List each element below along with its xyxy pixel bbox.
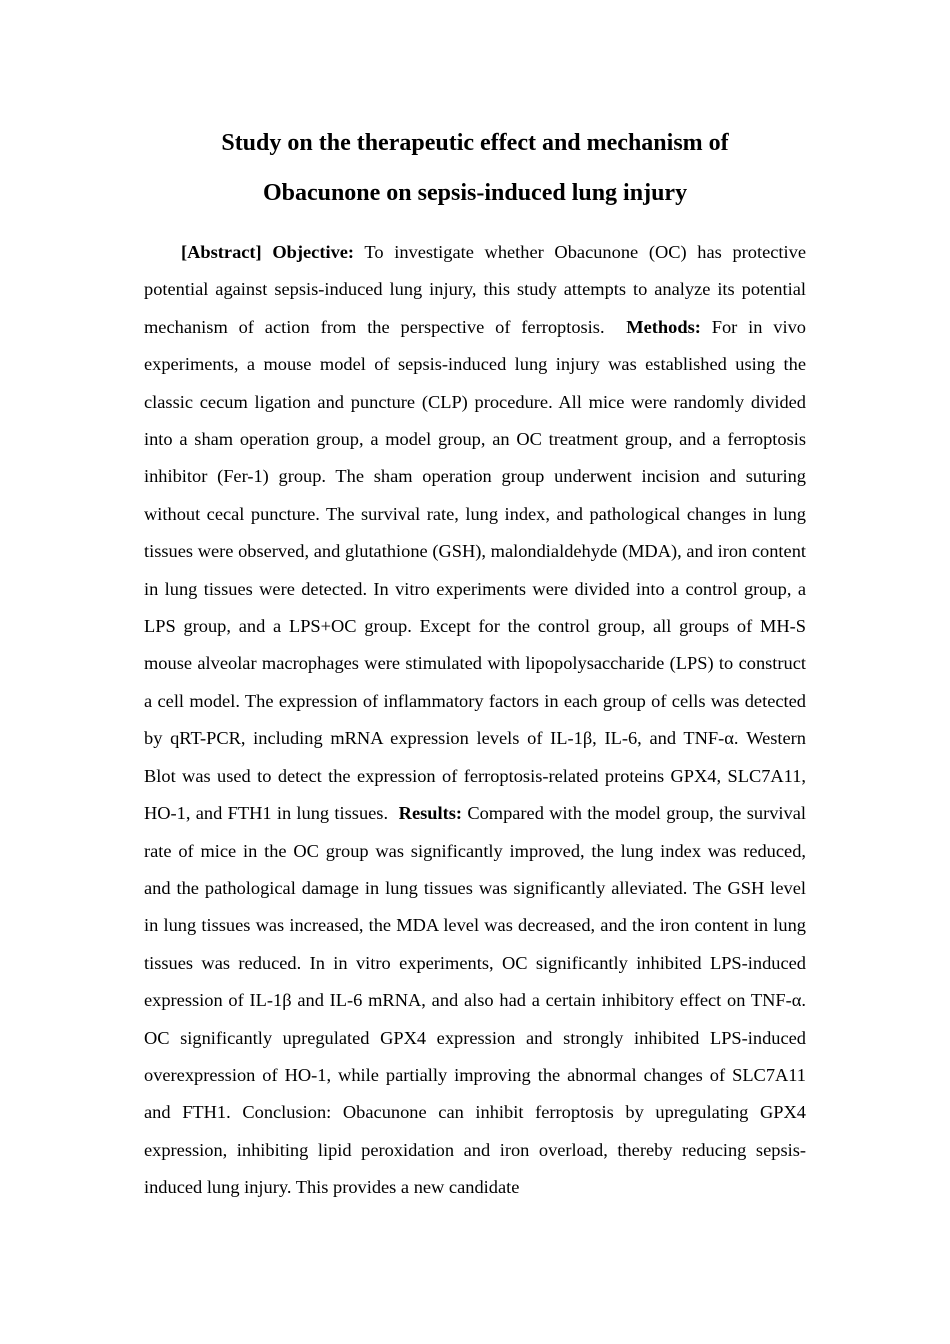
methods-text: For in vivo experiments, a mouse model of sepsis-induced lung injury was established using the classic cecum ligation and puncture (CLP) procedure. All mice were randomly divided into a sham operation group, a model group, an OC treatment group, and a ferroptosis inhibitor (Fer-1) group. The sham operation group underwent incision and suturing without cecal puncture. The survival rate, lung index, and pathological changes in lung tissues were observed, and glutathione (GSH), malondialdehyde (MDA), and iron content in lung tissues were detected. In vitro experiments were divided into a control group, a LPS group, and a LPS+OC group. Except for the control group, all groups of MH-S mouse alveolar macrophages were stimulated with lipopolysaccharide (LPS) to construct a cell model. The expression of inflammatory factors in each group of cells was detected by qRT-PCR, including mRNA expression levels of IL-1β, IL-6, and TNF-α. Western Blot was used to detect the expression of ferroptosis-related proteins GPX4, SLC7A11, HO-1, and FTH1 in lung tissues. [144, 316, 806, 824]
paper-title-line-2: Obacunone on sepsis-induced lung injury [262, 180, 688, 206]
abstract-paragraph [144, 234, 806, 1207]
paper-title-line-1: Study on the therapeutic effect and mechanism of [221, 130, 729, 156]
objective-text: To investigate whether Obacunone (OC) has protective potential against sepsis-induced lung injury, this study attempts to analyze its potential mechanism of action from the perspective of ferroptosis. [144, 242, 807, 337]
paper-title [144, 118, 806, 218]
objective-label: Objective: [272, 242, 355, 262]
methods-label: Methods: [626, 316, 701, 337]
results-text: Compared with the model group, the survival rate of mice in the OC group was significantly improved, the lung index was reduced, and the pathological damage in lung tissues was significantly alleviated. The GSH level in lung tissues was increased, the MDA level was decreased, and the iron content in lung tissues was reduced. In in vitro experiments, OC significantly inhibited LPS-induced expression of IL-1β and IL-6 mRNA, and also had a certain inhibitory effect on TNF-α. OC significantly upregulated GPX4 expression and strongly inhibited LPS-induced overexpression of HO-1, while partially improving the abnormal changes of SLC7A11 and FTH1. Conclusion: Obacunone can inhibit ferroptosis by upregulating GPX4 expression, inhibiting lipid peroxidation and iron overload, thereby reducing sepsis-induced lung injury. This provides a new candidate [144, 803, 807, 1198]
results-label: Results: [398, 803, 463, 824]
abstract-label: [Abstract] [181, 242, 262, 262]
